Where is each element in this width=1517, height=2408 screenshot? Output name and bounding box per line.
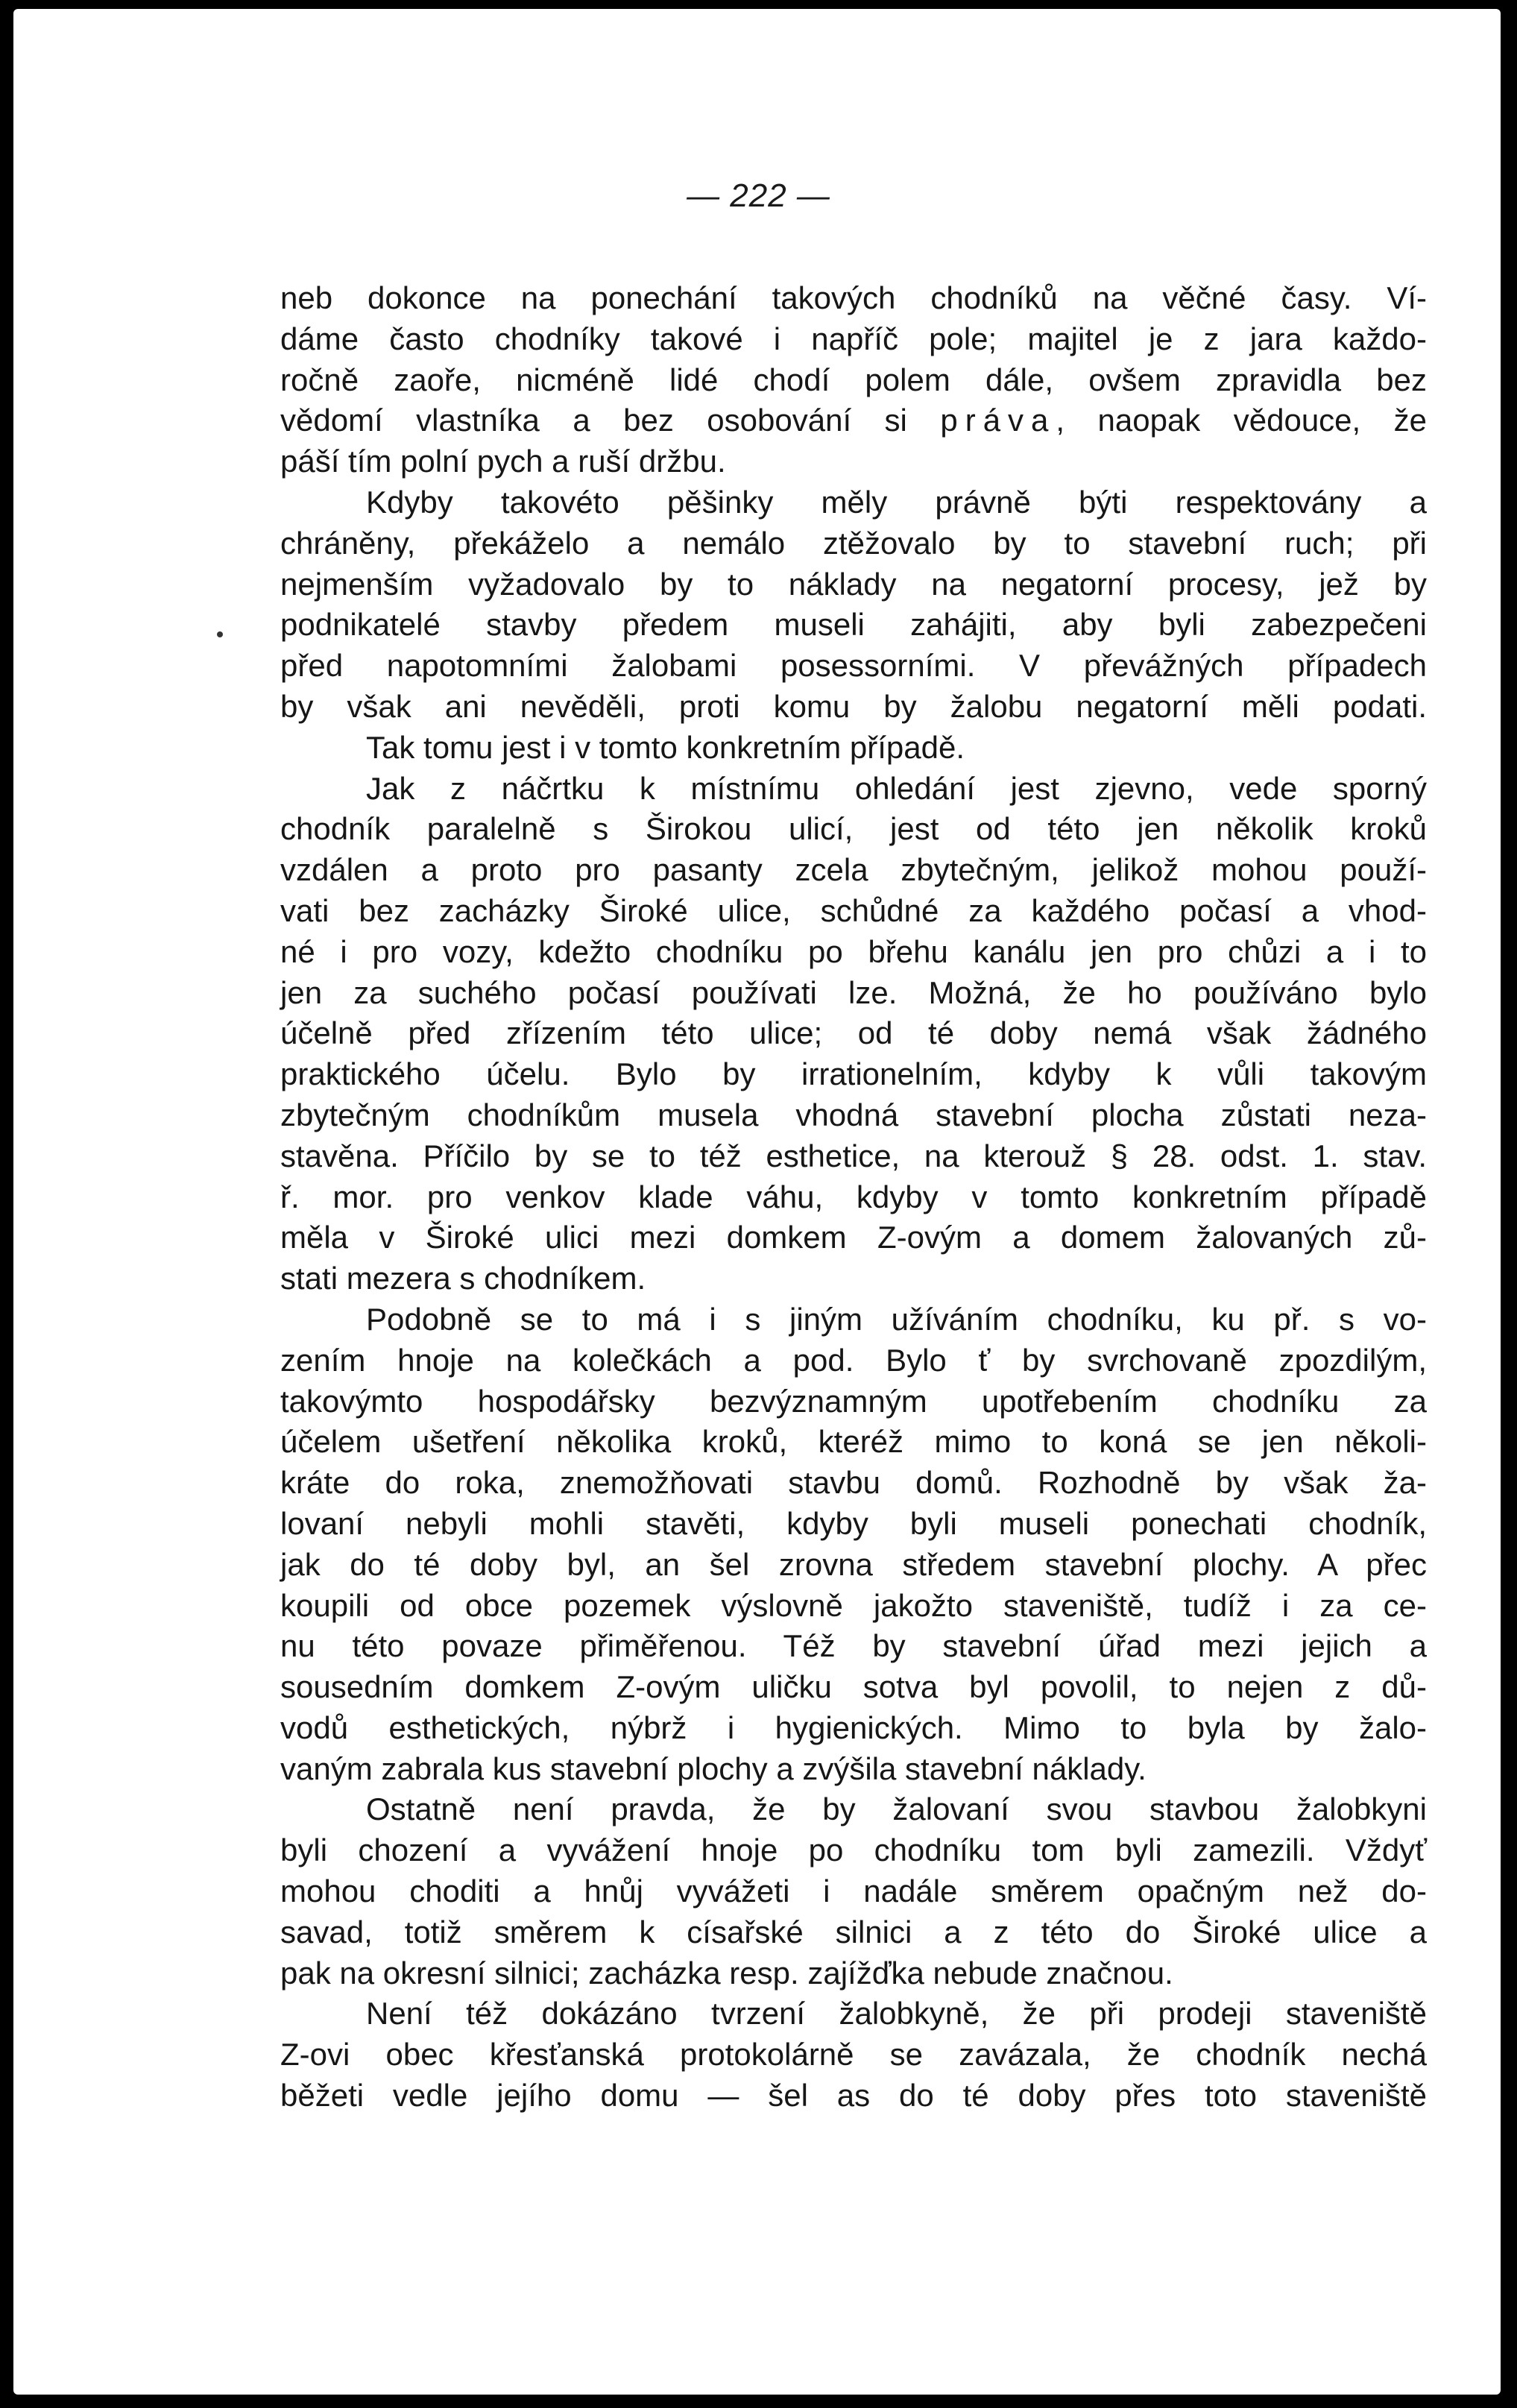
text-line: zbytečným chodníkům musela vhodná stavební plocha zůstati neza- xyxy=(280,1097,1427,1132)
body-text xyxy=(280,278,1427,2117)
text-line: neb dokonce na ponechání takových chodníků na věčné časy. Ví- xyxy=(280,280,1427,315)
text-line: vzdálen a proto pro pasanty zcela zbytečným, jelikož mohou použí- xyxy=(280,852,1427,888)
text-line: lovaní nebyli mohli stavěti, kdyby byli museli ponechati chodník, xyxy=(280,1505,1427,1541)
page-number: — 222 — xyxy=(687,177,830,214)
text-line: zením hnoje na kolečkách a pod. Bylo ť by svrchovaně zpozdilým, xyxy=(280,1342,1427,1378)
text-line: Kdyby takovéto pěšinky měly právně býti respektovány a xyxy=(366,484,1427,520)
text-line: koupili od obce pozemek výslovně jakožto staveniště, tudíž i za ce- xyxy=(280,1587,1427,1623)
text-line: před napotomními žalobami posessorními. V převážných případech xyxy=(280,648,1427,684)
text-line: kráte do roka, znemožňovati stavbu domů. Rozhodně by však ža- xyxy=(280,1465,1427,1501)
emphasized-word: práva xyxy=(940,403,1056,438)
text-line: podnikatelé stavby předem museli zahájiti, aby byli zabezpečeni xyxy=(280,607,1427,643)
text-line xyxy=(280,400,1427,441)
text-line: dáme často chodníky takové i napříč pole; majitel je z jara každo- xyxy=(280,321,1427,356)
text-line: účelem ušetření několika kroků, kteréž mimo to koná se jen několi- xyxy=(280,1424,1427,1460)
text-line: mohou choditi a hnůj vyvážeti i nadále směrem opačným než do- xyxy=(280,1873,1427,1909)
text-segment: , naopak vědouce, že xyxy=(1056,403,1428,438)
text-line: né i pro vozy, kdežto chodníku po břehu kanálu jen pro chůzi a i to xyxy=(280,933,1427,969)
text-line: vati bez zacházky Široké ulice, schůdné za každého počasí a vhod- xyxy=(280,892,1427,928)
text-line: jak do té doby byl, an šel zrovna středem stavební plochy. A přec xyxy=(280,1546,1427,1582)
text-line: pak na okresní silnici; zacházka resp. zajížďka nebude značnou. xyxy=(280,1955,1173,1991)
text-line: by však ani nevěděli, proti komu by žalobu negatorní měli podati. xyxy=(280,688,1427,724)
text-line: chodník paralelně s Širokou ulicí, jest od této jen několik kroků xyxy=(280,811,1427,847)
text-line: Není též dokázáno tvrzení žalobkyně, že při prodeji staveniště xyxy=(366,1996,1427,2032)
text-line: chráněny, překáželo a nemálo ztěžovalo by to stavební ruch; při xyxy=(280,525,1427,561)
text-line: ročně zaoře, nicméně lidé chodí polem dále, ovšem zpravidla bez xyxy=(280,362,1427,397)
text-line: měla v Široké ulici mezi domkem Z-ovým a domem žalovaných zů- xyxy=(280,1220,1427,1255)
text-line: Z-ovi obec křesťanská protokolárně se zavázala, že chodník nechá xyxy=(280,2037,1427,2073)
text-line: Podobně se to má i s jiným užíváním chodníku, ku př. s vo- xyxy=(366,1301,1427,1337)
text-line: vaným zabrala kus stavební plochy a zvýšila stavební náklady. xyxy=(280,1750,1147,1786)
text-line: běžeti vedle jejího domu — šel as do té doby přes toto staveniště xyxy=(280,2078,1427,2114)
text-line: účelně před zřízením této ulice; od té doby nemá však žádného xyxy=(280,1015,1427,1051)
text-line: takovýmto hospodářsky bezvýznamným upotřebením chodníku za xyxy=(280,1383,1427,1419)
text-line: Tak tomu jest i v tomto konkretním případě. xyxy=(366,729,965,765)
text-line: stavěna. Příčilo by se to též esthetice, na kterouž § 28. odst. 1. stav. xyxy=(280,1138,1427,1173)
text-line: Ostatně není pravda, že by žalovaní svou stavbou žalobkyni xyxy=(366,1791,1427,1827)
text-line: stati mezera s chodníkem. xyxy=(280,1261,646,1296)
margin-mark xyxy=(217,631,223,637)
text-segment: vědomí vlastníka a bez osobování si xyxy=(280,403,907,438)
text-line: praktického účelu. Bylo by irrationelním, kdyby k vůli takovým xyxy=(280,1056,1427,1092)
text-line: vodů esthetických, nýbrž i hygienických. Mimo to byla by žalo- xyxy=(280,1709,1427,1745)
text-line: ř. mor. pro venkov klade váhu, kdyby v tomto konkretním případě xyxy=(280,1179,1427,1214)
text-line: nu této povaze přiměřenou. Též by stavební úřad mezi jejich a xyxy=(280,1628,1427,1664)
text-line: Jak z náčrtku k místnímu ohledání jest zjevno, vede sporný xyxy=(366,770,1427,806)
text-line: páší tím polní pych a ruší držbu. xyxy=(280,444,726,479)
text-line: sousedním domkem Z-ovým uličku sotva byl povolil, to nejen z dů- xyxy=(280,1669,1427,1705)
text-line: nejmenším vyžadovalo by to náklady na negatorní procesy, jež by xyxy=(280,566,1427,602)
text-line: byli chození a vyvážení hnoje po chodníku tom byli zamezili. Vždyť xyxy=(280,1832,1427,1868)
text-line: savad, totiž směrem k císařské silnici a z této do Široké ulice a xyxy=(280,1914,1427,1950)
text-line: jen za suchého počasí používati lze. Možná, že ho používáno bylo xyxy=(280,974,1427,1010)
